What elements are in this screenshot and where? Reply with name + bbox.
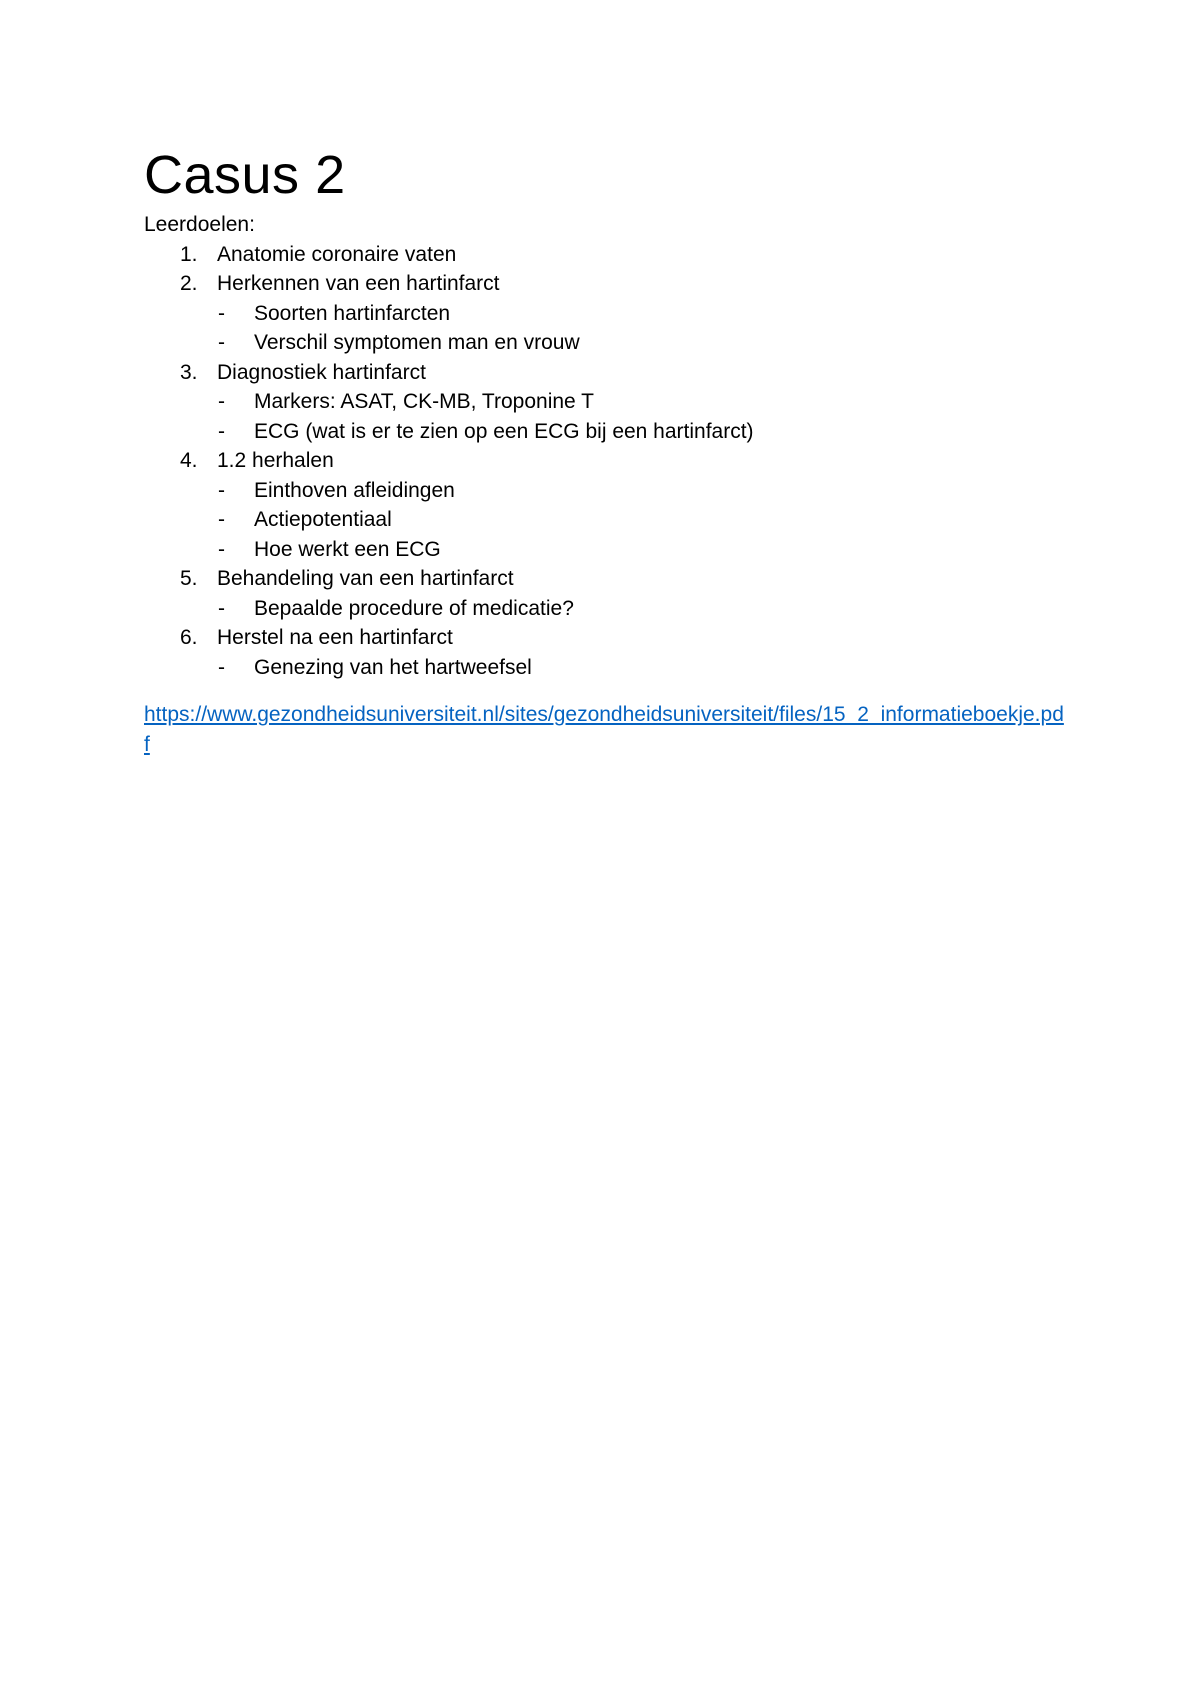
sub-label: Actiepotentiaal (254, 508, 392, 531)
goal-number: 2. (180, 272, 198, 295)
dash-bullet: - (218, 331, 225, 354)
sub-label: Genezing van het hartweefsel (254, 655, 532, 679)
sub-label: Soorten hartinfarcten (254, 301, 451, 325)
goal-label: Diagnostiek hartinfarct (217, 360, 426, 384)
goal-item (144, 446, 1064, 476)
goal-label: Herkennen van een hartinfarct (217, 272, 500, 295)
page-title: Casus 2 (144, 145, 346, 205)
dash-bullet: - (218, 419, 225, 443)
dash-bullet: - (218, 390, 225, 413)
reference-link[interactable]: https://www.gezondheidsuniversiteit.nl/sites/gezondheidsuniversiteit/files/15_2_informatieboekje.pdf (144, 703, 1064, 756)
sub-label: Verschil symptomen man en vrouw (254, 331, 580, 354)
goal-number: 5. (180, 567, 198, 590)
sub-item (144, 387, 1064, 417)
sub-label: Hoe werkt een ECG (254, 537, 441, 561)
goal-item (144, 240, 1064, 270)
goal-label: Herstel na een hartinfarct (217, 626, 453, 649)
sub-item (144, 653, 1064, 683)
dash-bullet: - (218, 596, 225, 620)
dash-bullet: - (218, 537, 225, 561)
sub-item (144, 505, 1064, 535)
learning-goals-heading: Leerdoelen: (144, 213, 255, 236)
sub-item (144, 535, 1064, 565)
goal-label: Behandeling van een hartinfarct (217, 567, 514, 590)
goal-number: 1. (180, 242, 198, 266)
goal-label: Anatomie coronaire vaten (217, 242, 457, 266)
sub-item (144, 299, 1064, 329)
sub-item (144, 476, 1064, 506)
document-content (144, 142, 1064, 760)
goal-item (144, 623, 1064, 653)
sub-label: ECG (wat is er te zien op een ECG bij een hartinfarct) (254, 419, 754, 443)
goal-item (144, 358, 1064, 388)
goal-item (144, 269, 1064, 299)
sub-item (144, 594, 1064, 624)
goal-label: 1.2 herhalen (217, 449, 334, 472)
dash-bullet: - (218, 655, 225, 679)
sub-item (144, 417, 1064, 447)
goal-item (144, 564, 1064, 594)
sub-label: Markers: ASAT, CK-MB, Troponine T (254, 390, 594, 413)
goal-number: 4. (180, 449, 198, 472)
dash-bullet: - (218, 508, 225, 531)
sub-label: Bepaalde procedure of medicatie? (254, 596, 574, 620)
sub-item (144, 328, 1064, 358)
spacer (144, 682, 1064, 700)
goals-list (144, 240, 1064, 683)
goal-number: 3. (180, 360, 198, 384)
dash-bullet: - (218, 478, 225, 502)
dash-bullet: - (218, 301, 225, 325)
goal-number: 6. (180, 626, 198, 649)
sub-label: Einthoven afleidingen (254, 478, 455, 502)
